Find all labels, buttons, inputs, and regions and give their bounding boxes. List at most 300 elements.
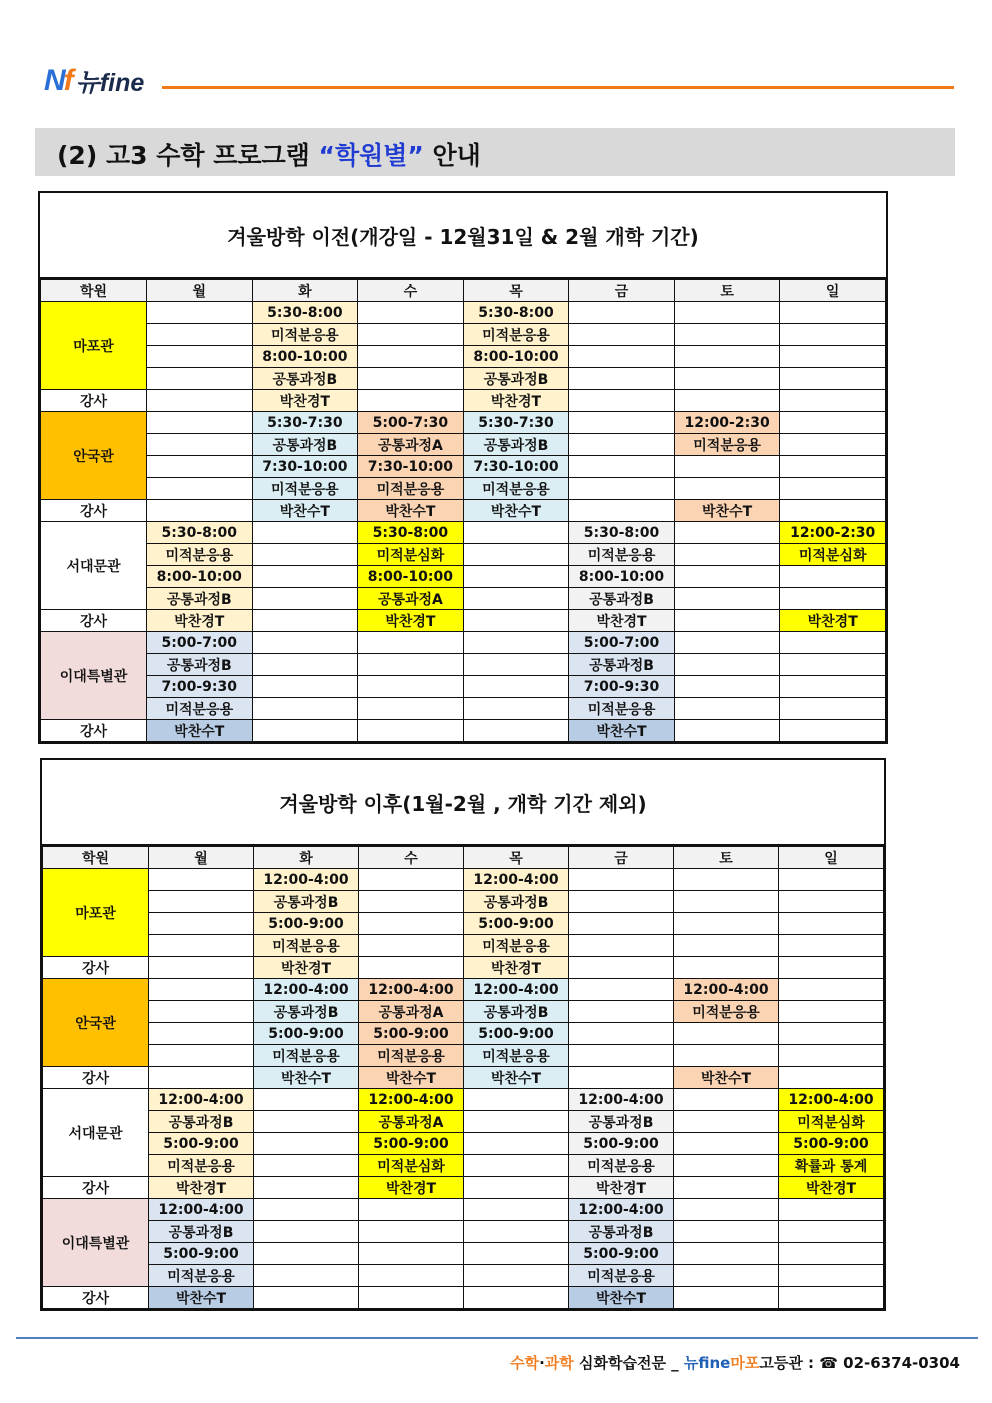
- schedule-cell: [358, 698, 464, 720]
- teacher-cell: 박찬수T: [674, 1067, 779, 1089]
- schedule-cell: 8:00-10:00: [463, 346, 569, 368]
- table-row: [41, 698, 886, 720]
- schedule-cell: [569, 368, 675, 390]
- schedule-cell: 공통과정A: [359, 1111, 464, 1133]
- schedule-cell: 7:00-9:30: [147, 676, 253, 698]
- teacher-cell: 박찬수T: [464, 1067, 569, 1089]
- schedule-cell: [147, 412, 253, 434]
- schedule-cell: 5:00-9:00: [359, 1133, 464, 1155]
- schedule-cell: 미적분응용: [569, 1155, 674, 1177]
- schedule-cell: 공통과정B: [149, 1221, 254, 1243]
- schedule-cell: [147, 456, 253, 478]
- schedule-cell: [147, 368, 253, 390]
- schedule-cell: [674, 346, 780, 368]
- schedule-cell: [674, 676, 780, 698]
- teacher-cell: 박찬수T: [569, 720, 675, 742]
- schedule-cell: 미적분응용: [359, 1045, 464, 1067]
- schedule-cell: 12:00-4:00: [359, 1089, 464, 1111]
- schedule-cell: 5:00-9:00: [464, 913, 569, 935]
- schedule-cell: [359, 1265, 464, 1287]
- schedule-cell: 미적분응용: [463, 478, 569, 500]
- schedule-cell: [674, 1133, 779, 1155]
- schedule-cell: 8:00-10:00: [569, 566, 675, 588]
- schedule-cell: 미적분응용: [569, 1265, 674, 1287]
- schedule-cell: 공통과정B: [252, 368, 358, 390]
- table-row: [43, 891, 884, 913]
- schedule-cell: 공통과정B: [463, 368, 569, 390]
- schedule-cell: 미적분응용: [464, 935, 569, 957]
- schedule-cell: 5:00-9:00: [254, 913, 359, 935]
- schedule-cell: [674, 566, 780, 588]
- table-row: [43, 1265, 884, 1287]
- branch-name-mapo: 마포관: [43, 869, 149, 957]
- table-row: [43, 1243, 884, 1265]
- schedule-cell: [569, 346, 675, 368]
- schedule-cell: [780, 478, 886, 500]
- schedule-cell: 12:00-4:00: [569, 1199, 674, 1221]
- schedule-cell: [674, 1089, 779, 1111]
- schedule-cell: 공통과정B: [569, 588, 675, 610]
- schedule-cell: 미적분응용: [147, 544, 253, 566]
- schedule-cell: [674, 654, 780, 676]
- column-header: 목: [464, 847, 569, 869]
- teacher-cell: [569, 1067, 674, 1089]
- schedule-cell: [147, 434, 253, 456]
- teacher-cell: 박찬경T: [359, 1177, 464, 1199]
- schedule-cell: [779, 935, 884, 957]
- schedule-cell: 공통과정A: [359, 1001, 464, 1023]
- branch-name-anguk: 안국관: [41, 412, 147, 500]
- teacher-cell: [463, 720, 569, 742]
- schedule-cell: [674, 544, 780, 566]
- schedule-cell: [674, 324, 780, 346]
- schedule-cell: [569, 302, 675, 324]
- teacher-cell: [464, 1287, 569, 1309]
- schedule-cell: [463, 544, 569, 566]
- schedule-cell: 미적분응용: [149, 1155, 254, 1177]
- schedule-cell: [359, 869, 464, 891]
- schedule-cell: [780, 566, 886, 588]
- teacher-cell: [780, 720, 886, 742]
- schedule-cell: [252, 654, 358, 676]
- schedule-cell: 미적분응용: [358, 478, 464, 500]
- teacher-row: [43, 1177, 884, 1199]
- schedule-cell: 미적분응용: [254, 935, 359, 957]
- schedule-cell: [252, 588, 358, 610]
- branch-name-seodae: 서대문관: [41, 522, 147, 610]
- schedule-cell: [464, 1265, 569, 1287]
- schedule-cell: [674, 1243, 779, 1265]
- schedule-cell: 5:30-8:00: [147, 522, 253, 544]
- column-header: 수: [359, 847, 464, 869]
- schedule-cell: [674, 1045, 779, 1067]
- schedule-cell: [674, 302, 780, 324]
- schedule-cell: 5:30-7:30: [252, 412, 358, 434]
- teacher-cell: [779, 1067, 884, 1089]
- schedule-cell: [569, 1045, 674, 1067]
- schedule-cell: 공통과정B: [464, 1001, 569, 1023]
- schedule-cell: 미적분응용: [464, 1045, 569, 1067]
- header-divider: [162, 86, 954, 89]
- schedule-cell: [252, 676, 358, 698]
- schedule-cell: [463, 566, 569, 588]
- column-header: 월: [149, 847, 254, 869]
- schedule-cell: 공통과정A: [358, 434, 464, 456]
- schedule-cell: [674, 1023, 779, 1045]
- schedule-cell: 5:00-9:00: [464, 1023, 569, 1045]
- branch-name-seodae: 서대문관: [43, 1089, 149, 1177]
- teacher-cell: [780, 390, 886, 412]
- table-row: [41, 566, 886, 588]
- table-row: [41, 346, 886, 368]
- schedule-cell: [674, 632, 780, 654]
- schedule-cell: [779, 1199, 884, 1221]
- schedule-cell: 12:00-4:00: [674, 979, 779, 1001]
- schedule-cell: 5:00-9:00: [149, 1243, 254, 1265]
- schedule-cell: [149, 935, 254, 957]
- schedule-cell: [780, 412, 886, 434]
- teacher-cell: 박찬경T: [779, 1177, 884, 1199]
- schedule-cell: 미적분응용: [569, 544, 675, 566]
- schedule-cell: [674, 456, 780, 478]
- schedule-cell: [147, 346, 253, 368]
- schedule-cell: [569, 434, 675, 456]
- schedule-cell: [569, 869, 674, 891]
- teacher-cell: 박찬경T: [463, 390, 569, 412]
- table-row: [43, 1111, 884, 1133]
- teacher-cell: [464, 1177, 569, 1199]
- schedule-grid: [42, 846, 884, 1309]
- schedule-cell: [780, 368, 886, 390]
- teacher-label: 강사: [41, 720, 147, 742]
- schedule-cell: [464, 1199, 569, 1221]
- schedule-cell: 7:00-9:30: [569, 676, 675, 698]
- teacher-label: 강사: [41, 500, 147, 522]
- schedule-cell: 8:00-10:00: [147, 566, 253, 588]
- schedule-cell: [674, 478, 780, 500]
- table-row: [43, 869, 884, 891]
- teacher-cell: 박찬수T: [358, 500, 464, 522]
- schedule-cell: [254, 1221, 359, 1243]
- teacher-cell: [780, 500, 886, 522]
- column-header: 토: [674, 280, 780, 302]
- schedule-cell: [464, 1155, 569, 1177]
- table-row: [41, 324, 886, 346]
- teacher-label: 강사: [43, 1177, 149, 1199]
- schedule-cell: [252, 544, 358, 566]
- schedule-cell: [780, 302, 886, 324]
- schedule-cell: [780, 632, 886, 654]
- schedule-cell: [674, 935, 779, 957]
- schedule-cell: 확률과 통계: [779, 1155, 884, 1177]
- schedule-cell: 12:00-4:00: [149, 1199, 254, 1221]
- column-header: 일: [779, 847, 884, 869]
- schedule-cell: 공통과정B: [464, 891, 569, 913]
- schedule-cell: 공통과정B: [254, 1001, 359, 1023]
- schedule-cell: [149, 1023, 254, 1045]
- table-row: [41, 478, 886, 500]
- schedule-cell: [149, 913, 254, 935]
- teacher-cell: 박찬수T: [149, 1287, 254, 1309]
- schedule-cell: [463, 698, 569, 720]
- table-row: [41, 456, 886, 478]
- teacher-label: 강사: [41, 390, 147, 412]
- schedule-cell: 12:00-4:00: [149, 1089, 254, 1111]
- schedule-cell: [569, 1001, 674, 1023]
- column-header: 월: [147, 280, 253, 302]
- schedule-cell: 미적분응용: [463, 324, 569, 346]
- teacher-cell: [254, 1287, 359, 1309]
- schedule-cell: 미적분심화: [359, 1155, 464, 1177]
- schedule-cell: [359, 1243, 464, 1265]
- schedule-cell: [674, 1111, 779, 1133]
- schedule-cell: [252, 632, 358, 654]
- table-row: [43, 1133, 884, 1155]
- schedule-table-after-winter: [40, 758, 886, 1311]
- teacher-cell: [252, 610, 358, 632]
- branch-name-idae: 이대특별관: [43, 1199, 149, 1287]
- schedule-cell: [464, 1089, 569, 1111]
- schedule-table-before-winter: [38, 191, 888, 744]
- schedule-cell: [464, 1243, 569, 1265]
- teacher-cell: 박찬경T: [569, 610, 675, 632]
- table-row: [43, 913, 884, 935]
- column-header: 수: [358, 280, 464, 302]
- schedule-cell: [779, 891, 884, 913]
- teacher-cell: [147, 390, 253, 412]
- schedule-cell: 5:00-9:00: [359, 1023, 464, 1045]
- table-row: [43, 1045, 884, 1067]
- teacher-cell: [674, 610, 780, 632]
- column-header: 화: [254, 847, 359, 869]
- schedule-cell: [254, 1243, 359, 1265]
- schedule-cell: 미적분응용: [674, 1001, 779, 1023]
- teacher-label: 강사: [41, 610, 147, 632]
- schedule-cell: [149, 891, 254, 913]
- schedule-cell: 5:30-8:00: [252, 302, 358, 324]
- section-title-bar: [35, 128, 955, 176]
- teacher-cell: [149, 957, 254, 979]
- schedule-cell: 5:00-7:00: [569, 632, 675, 654]
- teacher-cell: [569, 957, 674, 979]
- teacher-row: [41, 390, 886, 412]
- teacher-cell: 박찬경T: [254, 957, 359, 979]
- teacher-cell: [674, 957, 779, 979]
- teacher-row: [41, 500, 886, 522]
- schedule-cell: [464, 1133, 569, 1155]
- schedule-cell: 5:00-7:30: [358, 412, 464, 434]
- schedule-cell: 공통과정B: [463, 434, 569, 456]
- schedule-cell: [779, 1221, 884, 1243]
- schedule-cell: [358, 368, 464, 390]
- schedule-cell: 12:00-2:30: [674, 412, 780, 434]
- table-row: [41, 302, 886, 324]
- teacher-cell: 박찬수T: [252, 500, 358, 522]
- schedule-cell: 5:30-7:30: [463, 412, 569, 434]
- schedule-cell: [674, 891, 779, 913]
- schedule-cell: 공통과정B: [147, 588, 253, 610]
- schedule-cell: [147, 324, 253, 346]
- schedule-cell: [569, 891, 674, 913]
- table-row: [41, 522, 886, 544]
- schedule-cell: [359, 891, 464, 913]
- teacher-cell: [359, 957, 464, 979]
- schedule-cell: [780, 346, 886, 368]
- table-row: [41, 632, 886, 654]
- table-row: [43, 1199, 884, 1221]
- schedule-cell: [358, 302, 464, 324]
- schedule-cell: 12:00-4:00: [254, 979, 359, 1001]
- teacher-cell: [149, 1067, 254, 1089]
- teacher-row: [43, 1287, 884, 1309]
- teacher-cell: [359, 1287, 464, 1309]
- schedule-cell: 12:00-2:30: [780, 522, 886, 544]
- schedule-cell: [780, 676, 886, 698]
- table-row: [43, 1089, 884, 1111]
- schedule-cell: 공통과정B: [569, 654, 675, 676]
- schedule-cell: 12:00-4:00: [359, 979, 464, 1001]
- schedule-cell: [569, 913, 674, 935]
- column-header: 목: [463, 280, 569, 302]
- schedule-cell: [674, 913, 779, 935]
- teacher-cell: 박찬경T: [780, 610, 886, 632]
- schedule-cell: 미적분응용: [569, 698, 675, 720]
- schedule-cell: 미적분응용: [252, 478, 358, 500]
- schedule-cell: [779, 1023, 884, 1045]
- column-header: 토: [674, 847, 779, 869]
- teacher-cell: 박찬수T: [569, 1287, 674, 1309]
- header-row: [43, 847, 884, 869]
- schedule-cell: [359, 1221, 464, 1243]
- schedule-cell: [779, 1001, 884, 1023]
- teacher-cell: [463, 610, 569, 632]
- schedule-cell: 12:00-4:00: [569, 1089, 674, 1111]
- schedule-cell: [254, 1133, 359, 1155]
- schedule-cell: [463, 522, 569, 544]
- schedule-cell: [254, 1199, 359, 1221]
- schedule-cell: 공통과정B: [569, 1111, 674, 1133]
- teacher-cell: [252, 720, 358, 742]
- schedule-cell: 미적분응용: [149, 1265, 254, 1287]
- teacher-cell: 박찬경T: [149, 1177, 254, 1199]
- teacher-cell: 박찬경T: [358, 610, 464, 632]
- table-row: [43, 935, 884, 957]
- section-title: (2) 고3 수학 프로그램 “학원별” 안내: [57, 141, 481, 170]
- column-header: 화: [252, 280, 358, 302]
- schedule-cell: 7:30-10:00: [463, 456, 569, 478]
- teacher-label: 강사: [43, 957, 149, 979]
- logo-text: 뉴fine: [75, 69, 145, 97]
- teacher-cell: 박찬수T: [674, 500, 780, 522]
- schedule-cell: 5:00-9:00: [779, 1133, 884, 1155]
- schedule-cell: [569, 478, 675, 500]
- column-header: 학원: [43, 847, 149, 869]
- schedule-cell: 8:00-10:00: [252, 346, 358, 368]
- schedule-cell: [358, 324, 464, 346]
- schedule-cell: [252, 698, 358, 720]
- schedule-cell: [358, 676, 464, 698]
- brand-logo: [44, 60, 144, 96]
- schedule-cell: 5:30-8:00: [569, 522, 675, 544]
- teacher-label: 강사: [43, 1287, 149, 1309]
- teacher-cell: 박찬경T: [252, 390, 358, 412]
- branch-name-mapo: 마포관: [41, 302, 147, 390]
- schedule-cell: [780, 698, 886, 720]
- schedule-cell: [780, 324, 886, 346]
- schedule-cell: [358, 346, 464, 368]
- schedule-cell: [359, 935, 464, 957]
- schedule-cell: [674, 368, 780, 390]
- schedule-cell: [358, 654, 464, 676]
- teacher-cell: [569, 390, 675, 412]
- schedule-cell: [149, 1045, 254, 1067]
- schedule-cell: [569, 1023, 674, 1045]
- schedule-cell: [254, 1265, 359, 1287]
- schedule-cell: 5:00-9:00: [569, 1133, 674, 1155]
- column-header: 금: [569, 280, 675, 302]
- schedule-cell: 미적분심화: [780, 544, 886, 566]
- schedule-cell: 미적분심화: [779, 1111, 884, 1133]
- schedule-cell: [569, 456, 675, 478]
- teacher-cell: 박찬수T: [359, 1067, 464, 1089]
- schedule-cell: [779, 1045, 884, 1067]
- schedule-cell: [149, 979, 254, 1001]
- schedule-cell: 미적분응용: [147, 698, 253, 720]
- schedule-cell: [147, 478, 253, 500]
- teacher-cell: 박찬수T: [147, 720, 253, 742]
- schedule-cell: [779, 979, 884, 1001]
- teacher-cell: 박찬경T: [569, 1177, 674, 1199]
- teacher-cell: 박찬수T: [463, 500, 569, 522]
- teacher-cell: 박찬수T: [254, 1067, 359, 1089]
- logo-mark-icon: Nf: [44, 64, 72, 97]
- schedule-cell: [254, 1155, 359, 1177]
- schedule-cell: 미적분응용: [252, 324, 358, 346]
- table-row: [41, 368, 886, 390]
- teacher-cell: [569, 500, 675, 522]
- table-row: [41, 412, 886, 434]
- schedule-cell: [674, 1199, 779, 1221]
- table-row: [41, 654, 886, 676]
- schedule-cell: [147, 302, 253, 324]
- schedule-cell: 12:00-4:00: [254, 869, 359, 891]
- schedule-cell: 5:30-8:00: [463, 302, 569, 324]
- schedule-cell: [463, 588, 569, 610]
- schedule-cell: [674, 588, 780, 610]
- schedule-cell: [463, 632, 569, 654]
- schedule-cell: [569, 412, 675, 434]
- schedule-cell: [674, 1155, 779, 1177]
- header-row: [41, 280, 886, 302]
- teacher-cell: [147, 500, 253, 522]
- schedule-cell: 7:30-10:00: [358, 456, 464, 478]
- teacher-cell: [674, 720, 780, 742]
- schedule-cell: 공통과정B: [252, 434, 358, 456]
- table-row: [41, 434, 886, 456]
- schedule-cell: 5:00-7:00: [147, 632, 253, 654]
- teacher-cell: [254, 1177, 359, 1199]
- schedule-cell: 5:30-8:00: [358, 522, 464, 544]
- table-row: [43, 1221, 884, 1243]
- teacher-cell: [779, 957, 884, 979]
- table-row: [43, 979, 884, 1001]
- schedule-cell: [674, 522, 780, 544]
- schedule-cell: 5:00-9:00: [149, 1133, 254, 1155]
- schedule-cell: 공통과정B: [149, 1111, 254, 1133]
- teacher-cell: [779, 1287, 884, 1309]
- teacher-cell: [674, 1287, 779, 1309]
- teacher-cell: [674, 1177, 779, 1199]
